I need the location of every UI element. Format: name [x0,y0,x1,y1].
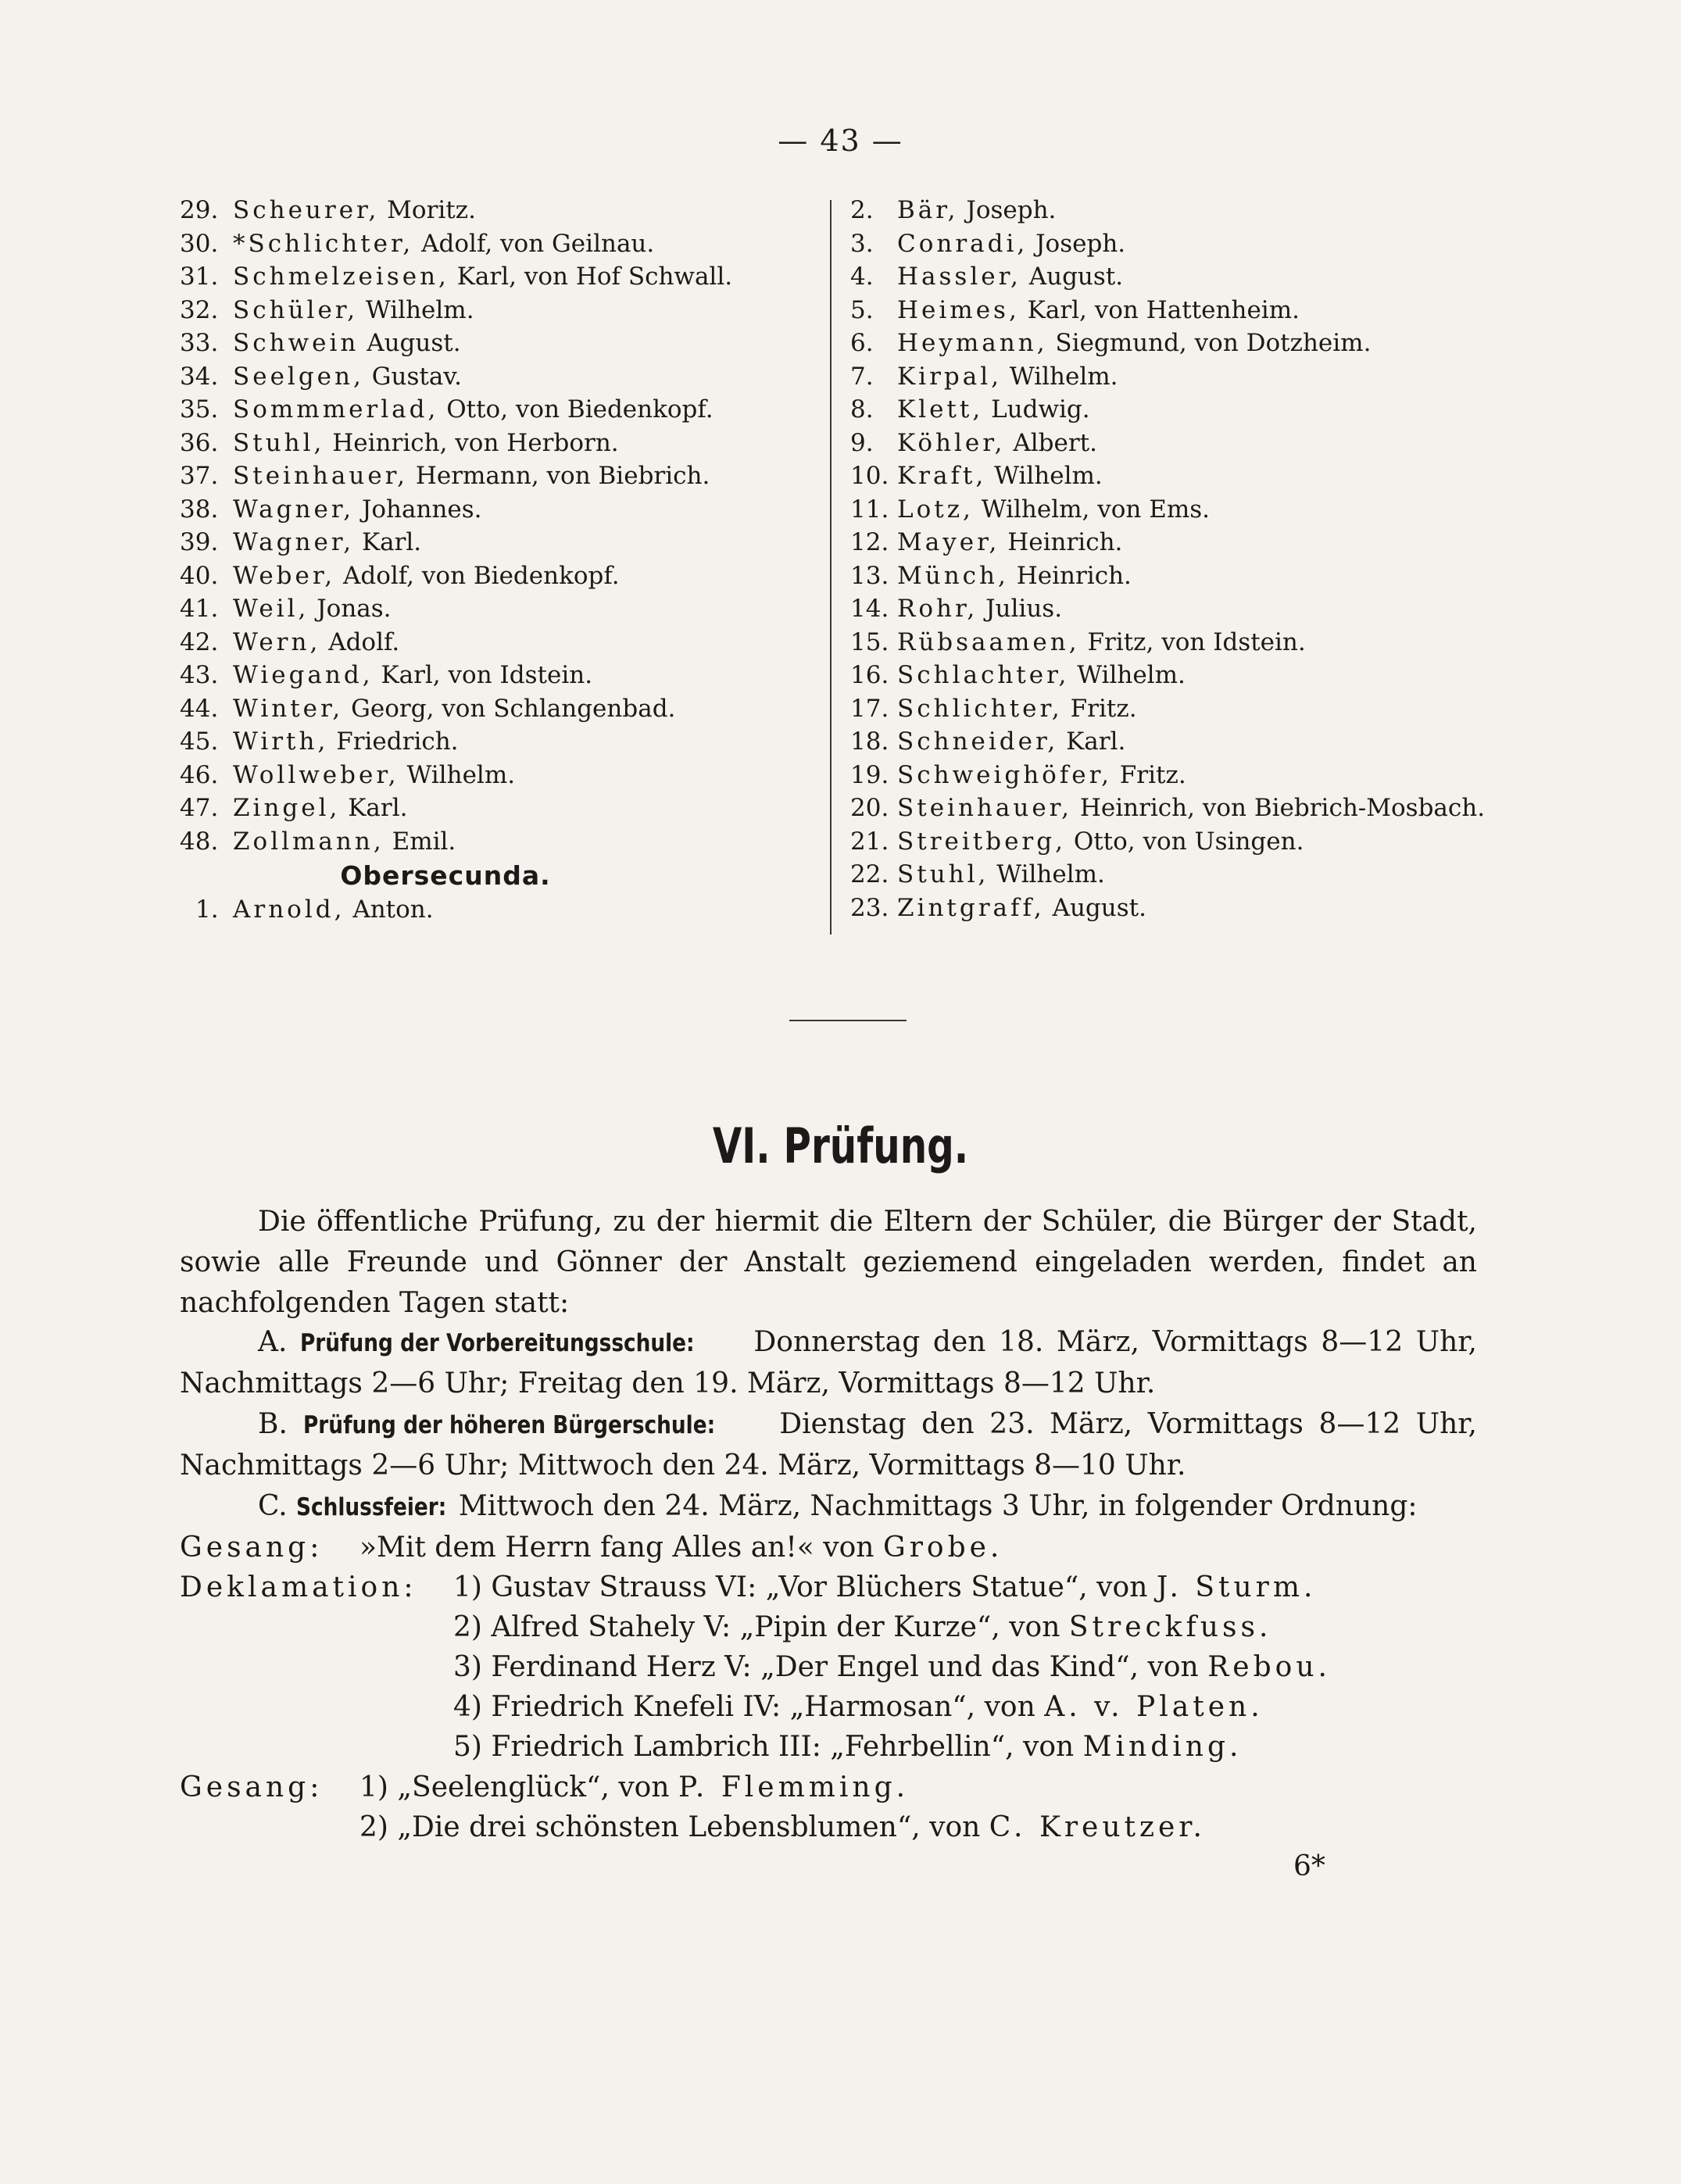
schedule-item-a: A. Prüfung der Vorbereitungsschule: Donnerstag den 18. März, Vormittags 8—12 Uhr, Nachmittags 2—6 Uhr; Freitag den 19. März, Vormittags 8—12 Uhr. [180,1322,1477,1404]
entry-number: 12. [850,528,889,556]
entry-details: Joseph. [966,196,1057,224]
entry-surname: Schneider, [897,727,1059,756]
deklamation-item: 2) Alfred Stahely V: „Pipin der Kurze“, von Streckfuss. [453,1611,1272,1643]
entry-number: 7. [850,362,874,391]
entry-surname: Mayer, [897,528,1000,556]
entry-details: Heinrich. [1007,528,1123,556]
list-item [180,194,821,227]
entry-number: 19. [850,760,889,789]
schedule-label: Schlussfeier: [296,1493,447,1521]
entry-details: Heinrich. [1016,561,1132,590]
list-item [180,260,821,294]
entry-details: Johannes. [361,495,482,524]
entry-details: August. [1028,263,1124,291]
list-item [850,459,1632,493]
list-item [180,825,821,859]
entry-details: Wilhelm. [1009,362,1118,391]
author: A. v. Platen. [1044,1691,1264,1723]
entry-number: 13. [850,561,889,590]
entry-number: 32. [180,295,219,324]
list-item [850,393,1632,427]
entry-surname: Schweighöfer, [897,760,1112,789]
entry-details: Karl. [1066,727,1126,756]
entry-details: Fritz. [1119,760,1186,789]
entry-number: 47. [180,794,219,822]
entry-number: 11. [850,495,889,524]
entry-surname: Zollmann, [233,827,384,856]
list-item [850,194,1632,227]
entry-number: 14. [850,595,889,623]
entry-details: Emil. [392,827,456,856]
list-item [850,294,1632,327]
entry-details: Otto, von Usingen. [1073,827,1304,856]
entry-surname: Zingel, [233,794,341,822]
entry-number: 21. [850,827,889,856]
author: C. Kreutzer. [989,1811,1206,1843]
author: Streckfuss. [1068,1611,1272,1643]
schedule-item-c: C. Schlussfeier: Mittwoch den 24. März, Nachmittags 3 Uhr, in folgender Ordnung: [180,1486,1477,1528]
entry-surname: Münch, [897,561,1009,590]
exam-schedule [180,1322,1477,1528]
entry-details: Ludwig. [991,395,1090,424]
list-item [850,260,1632,294]
entry-details: Adolf. [328,627,400,656]
entry-details: Albert. [1013,428,1097,457]
list-item [180,493,821,527]
list-item [180,692,821,726]
entry-number: 2. [850,196,874,224]
entry-surname: Hassler, [897,263,1021,291]
entry-surname: Wollweber, [233,760,399,789]
entry-number: 6. [850,329,874,357]
entry-details: Hermann, von Biebrich. [415,462,710,490]
entry-number: 16. [850,661,889,689]
gesang-item: 2) „Die drei schönsten Lebensblumen“, von C. Kreutzer. [359,1811,1206,1843]
program-deklamation [180,1567,1331,1767]
list-item [180,294,821,327]
entry-details: Wilhelm. [406,760,516,789]
entry-number: 23. [850,893,889,922]
entry-number: 4. [850,263,874,291]
entry-details: Otto, von Biedenkopf. [446,395,714,424]
list-item [180,659,821,692]
list-item [850,526,1632,559]
list-item [850,559,1632,593]
entry-surname: Kraft, [897,462,987,490]
entry-number: 9. [850,428,874,457]
entry-details: Moritz. [387,196,476,224]
list-item [850,858,1632,892]
deklamation-label: Deklamation: [180,1571,417,1603]
list-item [850,759,1632,792]
entry-details: Karl. [348,794,408,822]
entry-number: 43. [180,661,219,689]
entry-surname: Steinhauer, [233,462,408,490]
list-item [850,659,1632,692]
entry-surname: Klett, [897,395,984,424]
entry-surname: Bär, [897,196,959,224]
entry-details: Karl, von Hof Schwall. [456,263,733,291]
list-item [850,427,1632,460]
entry-number: 38. [180,495,219,524]
entry-number: 36. [180,428,219,457]
class-heading-obersecunda: Obersecunda. [340,860,551,891]
entry-surname: Rohr, [897,595,978,623]
entry-number: 3. [850,229,874,258]
entry-surname: Kirpal, [897,362,1002,391]
page-number: — 43 — [778,123,903,158]
entry-surname: Stuhl, [897,860,989,888]
entry-details: Jonas. [317,595,392,623]
entry-surname: Wagner, [233,528,355,556]
entry-surname: Wiegand, [233,661,374,689]
gesang-label: Gesang: [180,1771,324,1803]
entry-number: 22. [850,860,889,888]
entry-details: Fritz. [1070,694,1137,723]
gesang-item: Gesang: 1) „Seelenglück“, von P. Flemming. [180,1768,1206,1807]
entry-details: Anton. [352,895,434,924]
list-item [850,892,1632,925]
list-item [850,493,1632,527]
entry-number: 48. [180,827,219,856]
entry-number: 41. [180,595,219,623]
entry-number: 31. [180,263,219,291]
intro-paragraph [180,1202,1477,1324]
entry-number: 20. [850,794,889,822]
entry-surname: Sommmerlad, [233,395,439,424]
entry-surname: Schwein [233,329,359,357]
entry-details: Gustav. [371,362,462,391]
signature-mark: 6* [1293,1850,1325,1882]
list-item [180,893,821,927]
entry-details: Adolf, von Geilnau. [421,229,655,258]
student-list-right [850,194,1632,924]
entry-surname: Heimes, [897,295,1020,324]
list-item [180,592,821,626]
entry-surname: Schlachter, [897,661,1070,689]
list-item [180,327,821,360]
entry-surname: Schüler, [233,295,359,324]
deklamation-item: 3) Ferdinand Herz V: „Der Engel und das Kind“, von Rebou. [453,1651,1331,1683]
entry-details: Wilhelm. [996,860,1105,888]
entry-number: 1. [195,895,219,924]
entry-number: 15. [850,627,889,656]
list-item [180,227,821,261]
author: Rebou. [1207,1651,1331,1683]
entry-surname: Rübsaamen, [897,627,1080,656]
entry-surname: *Schlichter, [233,229,414,258]
entry-surname: Heymann, [897,329,1048,357]
list-item [180,526,821,559]
list-item [850,792,1632,825]
entry-surname: Seelgen, [233,362,364,391]
section-title: VI. Prüfung. [712,1117,969,1174]
entry-number: 39. [180,528,219,556]
deklamation-item: Deklamation: 1) Gustav Strauss VI: „Vor Blüchers Statue“, von J. Sturm. [180,1567,1331,1607]
entry-number: 46. [180,760,219,789]
entry-surname: Lotz, [897,495,974,524]
entry-surname: Conradi, [897,229,1028,258]
entry-number: 37. [180,462,219,490]
entry-number: 45. [180,727,219,756]
entry-surname: Weil, [233,595,309,623]
list-item [850,692,1632,726]
program-gesang-1: Gesang: »Mit dem Herrn fang Alles an!« von Grobe. [180,1532,1003,1564]
entry-details: Wilhelm. [365,295,474,324]
schedule-label: Prüfung der höheren Bürgerschule: [302,1411,715,1439]
list-item [180,792,821,825]
entry-details: Georg, von Schlangenbad. [351,694,676,723]
author: P. Flemming. [678,1771,910,1803]
list-item [180,759,821,792]
entry-details: Fritz, von Idstein. [1087,627,1306,656]
entry-details: August. [367,329,461,357]
intro-text: Die öffentliche Prüfung, zu der hiermit die Eltern der Schüler, die Bürger der Stadt, sowie alle Freunde und Gönner der Anstalt geziemend eingeladen werden, findet an nachfolgenden Tagen statt: [180,1206,1477,1319]
list-item [180,427,821,460]
entry-number: 35. [180,395,219,424]
author: J. Sturm. [1156,1571,1317,1603]
list-item [180,725,821,759]
list-item [850,360,1632,394]
entry-surname: Zintgraff, [897,893,1045,922]
column-divider [830,200,832,935]
entry-number: 33. [180,329,219,357]
entry-details: Julius. [985,595,1063,623]
entry-surname: Wagner, [233,495,355,524]
entry-details: Siegmund, von Dotzheim. [1055,329,1372,357]
entry-surname: Wern, [233,627,321,656]
entry-details: Karl, von Idstein. [381,661,593,689]
entry-number: 18. [850,727,889,756]
student-list-left [180,194,821,926]
list-item [180,626,821,659]
entry-surname: Wirth, [233,727,329,756]
list-item [180,393,821,427]
list-item [850,725,1632,759]
section-rule [789,1020,907,1021]
entry-surname: Schmelzeisen, [233,263,449,291]
list-item [850,227,1632,261]
entry-number: 40. [180,561,219,590]
entry-surname: Schlichter, [897,694,1063,723]
entry-number: 42. [180,627,219,656]
schedule-label: Prüfung der Vorbereitungsschule: [300,1329,695,1357]
entry-number: 34. [180,362,219,391]
list-item [180,559,821,593]
entry-number: 29. [180,196,219,224]
entry-details: August. [1052,893,1146,922]
list-item [850,626,1632,659]
entry-details: Wilhelm. [994,462,1103,490]
deklamation-item: 5) Friedrich Lambrich III: „Fehrbellin“, von Minding. [453,1731,1243,1763]
entry-surname: Stuhl, [233,428,325,457]
entry-number: 17. [850,694,889,723]
list-item [180,360,821,394]
author: Minding. [1082,1731,1243,1763]
entry-surname: Arnold, [233,895,345,924]
entry-surname: Weber, [233,561,336,590]
entry-surname: Scheurer, [233,196,380,224]
entry-details: Wilhelm, von Ems. [981,495,1211,524]
program-gesang-2 [180,1768,1206,1847]
schedule-item-b: B. Prüfung der höheren Bürgerschule: Dienstag den 23. März, Vormittags 8—12 Uhr, Nachmittags 2—6 Uhr; Mittwoch den 24. März, Vormittags 8—10 Uhr. [180,1404,1477,1486]
entry-details: Karl, von Hattenheim. [1027,295,1300,324]
entry-details: Adolf, von Biedenkopf. [343,561,620,590]
entry-number: 10. [850,462,889,490]
entry-surname: Winter, [233,694,344,723]
entry-surname: Streitberg, [897,827,1066,856]
entry-details: Heinrich, von Herborn. [332,428,619,457]
entry-number: 5. [850,295,874,324]
entry-surname: Köhler, [897,428,1006,457]
entry-details: Karl. [361,528,422,556]
list-item [850,592,1632,626]
deklamation-item: 4) Friedrich Knefeli IV: „Harmosan“, von A. v. Platen. [453,1691,1264,1723]
list-item [850,825,1632,859]
entry-details: Wilhelm. [1077,661,1186,689]
entry-details: Joseph. [1035,229,1126,258]
list-item [180,459,821,493]
entry-number: 44. [180,694,219,723]
entry-number: 8. [850,395,874,424]
entry-surname: Steinhauer, [897,794,1072,822]
entry-details: Heinrich, von Biebrich-Mosbach. [1079,794,1486,822]
entry-details: Friedrich. [336,727,459,756]
list-item [850,327,1632,360]
entry-number: 30. [180,229,219,258]
